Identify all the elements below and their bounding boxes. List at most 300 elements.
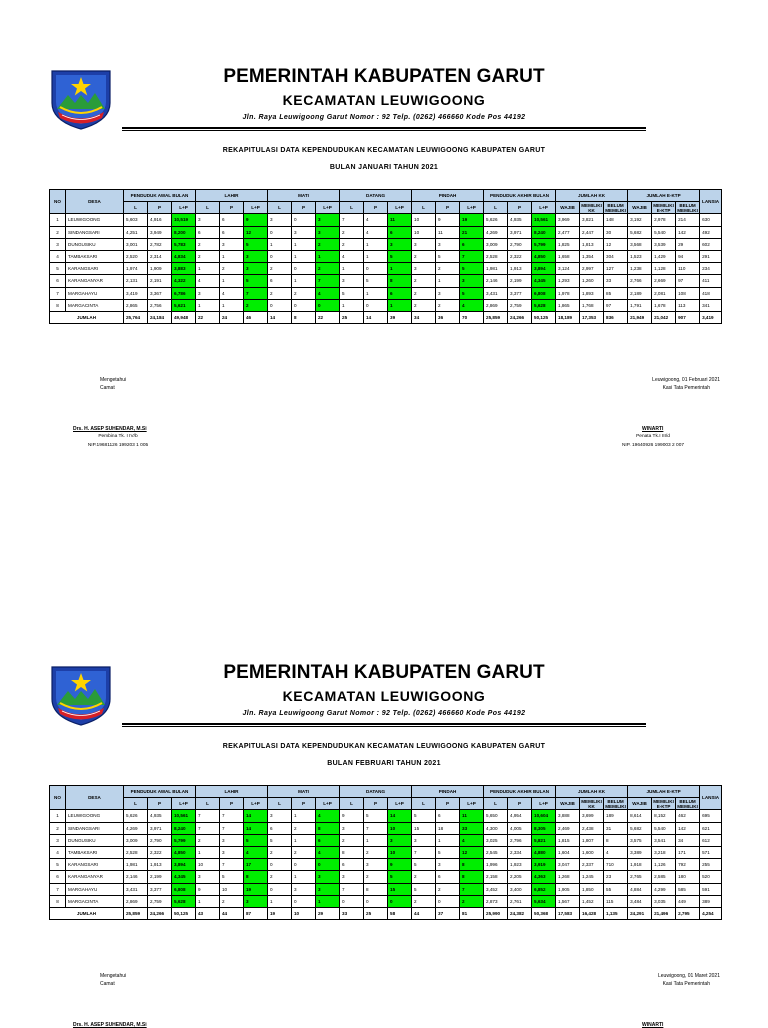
header-l: L — [124, 798, 148, 810]
sig-left-role: Camat — [100, 981, 115, 987]
value-cell: 612 — [700, 834, 722, 846]
value-cell: 108 — [676, 287, 700, 299]
letterhead-divider — [122, 723, 646, 727]
total-cell: 4,345 — [532, 275, 556, 287]
header-lp: L+P — [244, 798, 268, 810]
value-cell: 1,923 — [508, 859, 532, 871]
value-cell: 8,152 — [652, 810, 676, 822]
value-cell: 0 — [292, 859, 316, 871]
total-cell: 15 — [388, 883, 412, 895]
total-cell: 19 — [460, 214, 484, 226]
address-line: Jln. Raya Leuwigoong Garut Nomor : 92 Telp. (0262) 466660 Kode Pos 44192 — [242, 710, 526, 717]
value-cell: 710 — [604, 859, 628, 871]
population-recap-table — [49, 785, 722, 920]
value-cell: 695 — [700, 810, 722, 822]
value-cell: 3 — [412, 263, 436, 275]
value-cell: 127 — [604, 263, 628, 275]
value-cell: 2 — [268, 263, 292, 275]
header-group: MATI — [268, 190, 340, 202]
table-row — [50, 226, 722, 238]
total-cell: 5,821 — [532, 834, 556, 846]
total-value: 46 — [244, 311, 268, 323]
row-number: 7 — [50, 883, 66, 895]
total-value: 33 — [340, 907, 364, 919]
village-name: MARGAHAYU — [66, 883, 124, 895]
total-cell: 7 — [316, 275, 340, 287]
value-cell: 15 — [412, 822, 436, 834]
total-cell: 4,850 — [532, 250, 556, 262]
value-cell: 2,669 — [652, 275, 676, 287]
value-cell: 3,367 — [148, 287, 172, 299]
value-cell: 571 — [700, 846, 722, 858]
value-cell: 1,567 — [556, 895, 580, 907]
total-cell: 4 — [460, 299, 484, 311]
value-cell: 6 — [340, 859, 364, 871]
value-cell: 1 — [220, 275, 244, 287]
header-no: NO — [50, 190, 66, 214]
header-lp: L+P — [316, 798, 340, 810]
header-kk-wajib: WAJIB — [556, 798, 580, 810]
value-cell: 3,001 — [124, 238, 148, 250]
value-cell: 3 — [196, 871, 220, 883]
table-row — [50, 250, 722, 262]
table-row — [50, 859, 722, 871]
total-value: 25,764 — [124, 311, 148, 323]
total-cell: 3,919 — [532, 859, 556, 871]
value-cell: 2 — [412, 250, 436, 262]
value-cell: 2,081 — [652, 287, 676, 299]
header-kk-memiliki: MEMILIKI KK — [581, 798, 602, 809]
value-cell: 2 — [268, 287, 292, 299]
sig-right-role: Kasi Tata Pemerintah — [662, 385, 710, 391]
value-cell: 189 — [604, 810, 628, 822]
value-cell: 304 — [604, 250, 628, 262]
total-cell: 21 — [460, 226, 484, 238]
value-cell: 5,626 — [124, 810, 148, 822]
total-cell: 10,561 — [532, 214, 556, 226]
total-cell: 2 — [460, 895, 484, 907]
value-cell: 1,791 — [628, 299, 652, 311]
total-cell: 10,604 — [532, 810, 556, 822]
value-cell: 3 — [292, 883, 316, 895]
value-cell: 5,650 — [484, 810, 508, 822]
total-value: 24,266 — [508, 311, 532, 323]
table-row — [50, 287, 722, 299]
village-name: MARGAHAYU — [66, 287, 124, 299]
total-cell: 6 — [388, 226, 412, 238]
total-cell: 4 — [316, 810, 340, 822]
total-cell: 4,834 — [172, 250, 196, 262]
header-p: P — [508, 798, 532, 810]
table-row — [50, 214, 722, 226]
header-group: JUMLAH E-KTP — [628, 786, 700, 798]
total-value: 17,583 — [556, 907, 580, 919]
total-cell: 4,850 — [172, 846, 196, 858]
total-cell: 4,363 — [532, 871, 556, 883]
sig-right-name: WINARTI — [642, 426, 664, 432]
value-cell: 2,997 — [580, 263, 604, 275]
total-cell: 0 — [316, 859, 340, 871]
value-cell: 3,969 — [556, 214, 580, 226]
total-value: 1,135 — [604, 907, 628, 919]
value-cell: 2,199 — [508, 275, 532, 287]
value-cell: 0 — [364, 895, 388, 907]
header-l: L — [268, 798, 292, 810]
value-cell: 2 — [340, 834, 364, 846]
total-cell: 11 — [388, 214, 412, 226]
total-cell: 11 — [460, 810, 484, 822]
header-group: MATI — [268, 786, 340, 798]
garut-emblem-logo — [48, 661, 114, 727]
value-cell: 110 — [676, 263, 700, 275]
total-cell: 2 — [316, 263, 340, 275]
total-value: 24,382 — [508, 907, 532, 919]
value-cell: 4,269 — [124, 822, 148, 834]
village-name: TAMBAKSARI — [66, 250, 124, 262]
value-cell: 1,238 — [628, 263, 652, 275]
value-cell: 0 — [340, 895, 364, 907]
value-cell: 585 — [676, 883, 700, 895]
value-cell: 7 — [220, 810, 244, 822]
header-lansia: LANSIA — [700, 190, 722, 214]
value-cell: 449 — [676, 895, 700, 907]
row-number: 2 — [50, 822, 66, 834]
value-cell: 3,971 — [508, 226, 532, 238]
total-cell: 5,628 — [532, 299, 556, 311]
value-cell: 3,400 — [508, 883, 532, 895]
value-cell: 18 — [436, 822, 460, 834]
value-cell: 2,790 — [508, 238, 532, 250]
table-row — [50, 834, 722, 846]
value-cell: 3,389 — [628, 846, 652, 858]
value-cell: 6 — [436, 810, 460, 822]
value-cell: 1 — [292, 238, 316, 250]
header-l: L — [124, 202, 148, 214]
value-cell: 2 — [292, 822, 316, 834]
value-cell: 8 — [340, 846, 364, 858]
value-cell: 1 — [196, 846, 220, 858]
value-cell: 3 — [340, 871, 364, 883]
value-cell: 1 — [196, 263, 220, 275]
total-cell: 0 — [388, 895, 412, 907]
value-cell: 1,293 — [556, 275, 580, 287]
header-l: L — [484, 798, 508, 810]
total-value: 44 — [220, 907, 244, 919]
total-cell: 7 — [460, 250, 484, 262]
total-cell: 6,852 — [532, 883, 556, 895]
value-cell: 2,314 — [148, 250, 172, 262]
value-cell: 5 — [436, 250, 460, 262]
total-cell: 3 — [244, 250, 268, 262]
total-value: 21,949 — [628, 311, 652, 323]
value-cell: 2,790 — [148, 834, 172, 846]
value-cell: 6 — [220, 214, 244, 226]
header-group: DATANG — [340, 190, 412, 202]
total-cell: 14 — [244, 822, 268, 834]
total-cell: 8,200 — [172, 226, 196, 238]
value-cell: 10 — [196, 859, 220, 871]
value-cell: 591 — [700, 883, 722, 895]
value-cell: 148 — [604, 214, 628, 226]
value-cell: 1,909 — [148, 263, 172, 275]
value-cell: 3,025 — [484, 834, 508, 846]
value-cell: 4,300 — [484, 822, 508, 834]
row-number: 7 — [50, 287, 66, 299]
value-cell: 2,759 — [148, 895, 172, 907]
total-cell: 4 — [316, 846, 340, 858]
total-value: 29 — [316, 907, 340, 919]
value-cell: 3 — [412, 834, 436, 846]
total-value: 21,042 — [652, 311, 676, 323]
header-group: JUMLAH KK — [556, 190, 628, 202]
row-number: 6 — [50, 871, 66, 883]
value-cell: 2,585 — [652, 871, 676, 883]
value-cell: 0 — [292, 895, 316, 907]
value-cell: 2 — [412, 275, 436, 287]
total-cell: 3,894 — [172, 859, 196, 871]
value-cell: 5,540 — [652, 822, 676, 834]
header-l: L — [412, 798, 436, 810]
value-cell: 94 — [676, 250, 700, 262]
header-lp: L+P — [388, 798, 412, 810]
header-group: JUMLAH KK — [556, 786, 628, 798]
total-cell: 1 — [388, 263, 412, 275]
value-cell: 3 — [268, 810, 292, 822]
value-cell: 3,124 — [556, 263, 580, 275]
value-cell: 2,146 — [124, 871, 148, 883]
value-cell: 1,850 — [580, 883, 604, 895]
total-value: 24,184 — [148, 311, 172, 323]
value-cell: 5 — [364, 275, 388, 287]
total-cell: 1 — [388, 299, 412, 311]
value-cell: 2 — [364, 846, 388, 858]
total-value: 36 — [436, 311, 460, 323]
value-cell: 1 — [364, 287, 388, 299]
value-cell: 4,269 — [484, 226, 508, 238]
total-cell: 6,808 — [172, 883, 196, 895]
header-p: P — [292, 798, 316, 810]
garut-emblem-logo — [48, 65, 114, 131]
value-cell: 2,189 — [628, 287, 652, 299]
value-cell: 3,419 — [124, 287, 148, 299]
total-cell: 8 — [316, 822, 340, 834]
total-value: 22 — [196, 311, 220, 323]
sig-left-nip: NIP.19681126 199203 1 005 — [87, 443, 149, 448]
total-cell: 1 — [316, 895, 340, 907]
value-cell: 3 — [220, 834, 244, 846]
total-cell: 3 — [316, 883, 340, 895]
value-cell: 2,146 — [484, 275, 508, 287]
value-cell: 3,699 — [580, 810, 604, 822]
village-name: KARANGSARI — [66, 263, 124, 275]
sig-acknowledged: Mengetahui — [100, 973, 127, 979]
total-cell: 5 — [244, 275, 268, 287]
sig-right-rank: Penata Tk.I III/d — [636, 434, 670, 439]
value-cell: 6 — [220, 226, 244, 238]
value-cell: 214 — [676, 214, 700, 226]
total-value: 24 — [220, 311, 244, 323]
total-cell: 14 — [388, 810, 412, 822]
total-cell: 5 — [388, 871, 412, 883]
village-name: DUNGUSIKU — [66, 834, 124, 846]
value-cell: 1 — [268, 238, 292, 250]
total-cell: 12 — [244, 226, 268, 238]
total-cell: 7 — [244, 287, 268, 299]
value-cell: 9 — [196, 883, 220, 895]
value-cell: 1,678 — [652, 299, 676, 311]
value-cell: 2,322 — [148, 846, 172, 858]
total-cell: 3,883 — [172, 263, 196, 275]
header-ektp-memiliki: MEMILIKI E-KTP — [653, 798, 674, 809]
value-cell: 7 — [196, 822, 220, 834]
row-number: 3 — [50, 834, 66, 846]
value-cell: 5 — [412, 859, 436, 871]
total-cell: 10,519 — [172, 214, 196, 226]
value-cell: 2 — [220, 895, 244, 907]
value-cell: 3 — [436, 287, 460, 299]
total-value: 58 — [388, 907, 412, 919]
district-heading: KECAMATAN LEUWIGOONG — [282, 688, 486, 704]
value-cell: 3,539 — [652, 238, 676, 250]
institution-heading: PEMERINTAH KABUPATEN GARUT — [223, 662, 545, 683]
value-cell: 3,575 — [628, 834, 652, 846]
total-cell: 5 — [460, 287, 484, 299]
value-cell: 6 — [196, 226, 220, 238]
total-cell: 3 — [388, 834, 412, 846]
value-cell: 3 — [220, 238, 244, 250]
header-p: P — [292, 202, 316, 214]
row-number: 3 — [50, 238, 66, 250]
header-group: JUMLAH E-KTP — [628, 190, 700, 202]
total-value: 18,189 — [556, 311, 580, 323]
value-cell: 2 — [220, 263, 244, 275]
total-cell: 10 — [388, 846, 412, 858]
value-cell: 2 — [268, 846, 292, 858]
value-cell: 1,815 — [556, 834, 580, 846]
value-cell: 1,996 — [484, 859, 508, 871]
value-cell: 1,905 — [556, 883, 580, 895]
value-cell: 2,334 — [508, 846, 532, 858]
value-cell: 1,354 — [580, 250, 604, 262]
total-value: 24,291 — [628, 907, 652, 919]
value-cell: 2,205 — [508, 871, 532, 883]
report-title: REKAPITULASI DATA KEPENDUDUKAN KECAMATAN LEUWIGOONG KABUPATEN GARUT — [222, 147, 546, 154]
value-cell: 34 — [676, 834, 700, 846]
value-cell: 255 — [700, 859, 722, 871]
total-cell: 8,305 — [532, 822, 556, 834]
value-cell: 9 — [340, 810, 364, 822]
village-name: SINDANGSARI — [66, 226, 124, 238]
value-cell: 7 — [196, 810, 220, 822]
header-group: DATANG — [340, 786, 412, 798]
header-kk-belum: BELUM MEMILIKI — [605, 798, 626, 809]
total-cell: 7 — [460, 883, 484, 895]
total-value: 24,266 — [148, 907, 172, 919]
total-cell: 8 — [460, 859, 484, 871]
value-cell: 1,452 — [580, 895, 604, 907]
total-value: 34 — [412, 311, 436, 323]
total-cell: 3 — [316, 871, 340, 883]
total-value: 4,254 — [700, 907, 722, 919]
total-value: 49,948 — [172, 311, 196, 323]
header-group: PINDAH — [412, 786, 484, 798]
total-value: 44 — [412, 907, 436, 919]
table-row — [50, 810, 722, 822]
total-cell: 12 — [460, 846, 484, 858]
header-group: PENDUDUK AKHIR BULAN — [484, 786, 556, 798]
value-cell: 5,626 — [484, 214, 508, 226]
value-cell: 55 — [604, 883, 628, 895]
total-value: 10 — [292, 907, 316, 919]
value-cell: 2,765 — [628, 871, 652, 883]
value-cell: 0 — [436, 895, 460, 907]
value-cell: 1 — [436, 834, 460, 846]
header-l: L — [268, 202, 292, 214]
total-cell: 6 — [316, 834, 340, 846]
total-cell: 17 — [244, 859, 268, 871]
value-cell: 1 — [292, 871, 316, 883]
total-cell: 6,808 — [532, 287, 556, 299]
value-cell: 4 — [220, 287, 244, 299]
header-p: P — [436, 202, 460, 214]
header-p: P — [220, 798, 244, 810]
table-row — [50, 846, 722, 858]
value-cell: 3,192 — [628, 214, 652, 226]
value-cell: 5 — [364, 810, 388, 822]
value-cell: 1 — [220, 250, 244, 262]
total-row — [50, 311, 722, 323]
value-cell: 630 — [700, 214, 722, 226]
value-cell: 1 — [364, 834, 388, 846]
total-cell: 9 — [244, 214, 268, 226]
header-desa: DESA — [66, 190, 124, 214]
sig-left-role: Camat — [100, 385, 115, 391]
value-cell: 2 — [340, 238, 364, 250]
value-cell: 411 — [700, 275, 722, 287]
value-cell: 1,981 — [124, 859, 148, 871]
value-cell: 3,452 — [484, 883, 508, 895]
sig-acknowledged: Mengetahui — [100, 377, 127, 383]
value-cell: 3 — [340, 822, 364, 834]
village-name: TAMBAKSARI — [66, 846, 124, 858]
total-value: 16,428 — [580, 907, 604, 919]
total-cell: 5,799 — [172, 834, 196, 846]
total-cell: 3,894 — [532, 263, 556, 275]
value-cell: 3,541 — [652, 834, 676, 846]
value-cell: 0 — [292, 299, 316, 311]
value-cell: 1,825 — [556, 238, 580, 250]
row-number: 4 — [50, 846, 66, 858]
total-cell: 3 — [316, 214, 340, 226]
value-cell: 5 — [412, 883, 436, 895]
value-cell: 462 — [676, 810, 700, 822]
value-cell: 5 — [340, 287, 364, 299]
value-cell: 1 — [292, 810, 316, 822]
value-cell: 2 — [292, 287, 316, 299]
value-cell: 2,131 — [124, 275, 148, 287]
value-cell: 11 — [436, 226, 460, 238]
value-cell: 3 — [292, 226, 316, 238]
total-cell: 6 — [460, 238, 484, 250]
table-row — [50, 883, 722, 895]
total-value: 25 — [340, 311, 364, 323]
row-number: 4 — [50, 250, 66, 262]
value-cell: 8,614 — [628, 810, 652, 822]
value-cell: 3 — [364, 859, 388, 871]
report-period: BULAN FEBRUARI TAHUN 2021 — [327, 760, 441, 767]
value-cell: 2,322 — [508, 250, 532, 262]
total-value: 836 — [604, 311, 628, 323]
